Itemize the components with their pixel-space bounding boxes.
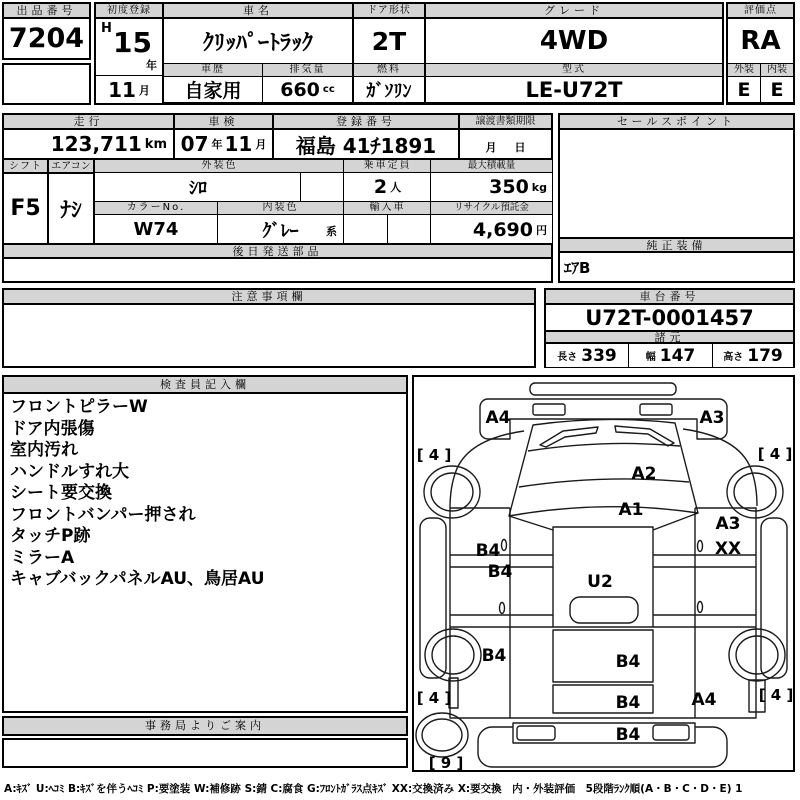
grade-label: グレード xyxy=(426,4,722,19)
max-load-cell xyxy=(430,172,553,202)
damage-left-door-lower: B4 xyxy=(487,562,513,582)
body-outline-shape xyxy=(450,508,756,718)
displacement-unit: cc xyxy=(322,84,335,95)
rear-right-tire-inner xyxy=(736,636,778,674)
damage-rear-right-panel: A4 xyxy=(691,690,717,710)
right-lower-handle xyxy=(698,602,703,613)
spec-grid-box xyxy=(93,158,553,245)
windshield-line-2 xyxy=(519,479,689,487)
damage-bed-center: B4 xyxy=(615,652,641,672)
inspection-month: 11 xyxy=(224,132,253,156)
first-registration-label: 初度登録 xyxy=(96,4,162,19)
registration-number-value: 福島 41ﾁ1891 xyxy=(295,133,437,158)
door-shape-value: 2T xyxy=(371,26,407,56)
tire-mark-front-right: [ 4 ] xyxy=(757,445,793,463)
auction-number-value: 7204 xyxy=(8,23,85,54)
inspector-note: ミラーA xyxy=(10,547,75,568)
mileage-unit: km xyxy=(144,136,167,152)
inspector-box xyxy=(2,375,408,713)
import-car-label: 輸入車 xyxy=(343,201,432,215)
right-headlight-shape xyxy=(640,404,672,415)
door-divider-lines xyxy=(510,508,695,718)
length-cell xyxy=(545,343,629,368)
model-code-value: LE-U72T xyxy=(425,76,723,103)
front-left-tire xyxy=(424,466,480,518)
damage-windshield: A2 xyxy=(631,464,657,484)
mileage-value: 123,711 xyxy=(50,132,142,156)
grade-box xyxy=(424,2,724,105)
first-registration-year: 15 xyxy=(113,26,152,59)
import-car-cell-2 xyxy=(387,214,432,245)
interior-grade: E xyxy=(760,76,794,103)
damage-left-door-upper: B4 xyxy=(475,541,501,561)
later-parts-box xyxy=(2,243,553,283)
oem-equipment-label: 純正装備 xyxy=(560,239,793,253)
height-label: 高さ xyxy=(723,352,744,363)
recycle-fee-unit: 円 xyxy=(536,223,547,237)
damage-cowl: A1 xyxy=(618,500,644,520)
inspector-note: 室内汚れ xyxy=(10,440,78,460)
mileage-cell xyxy=(4,130,173,158)
inspector-note: キャブバックパネルAU、鳥居AU xyxy=(10,569,265,589)
length-value: 339 xyxy=(581,345,617,366)
inspection-year-unit: 年 xyxy=(211,138,223,151)
shift-value: F5 xyxy=(10,196,41,221)
era-letter: H xyxy=(101,21,112,36)
inspection-month-unit: 月 xyxy=(255,138,267,151)
auction-number-empty-box xyxy=(2,63,91,105)
recycle-fee-value: 4,690 xyxy=(472,218,533,241)
chassis-box xyxy=(544,288,795,368)
max-load-label: 最大積載量 xyxy=(430,159,553,173)
fuel-value: ｶﾞｿﾘﾝ xyxy=(353,76,425,103)
inspector-note: シート要交換 xyxy=(10,483,112,503)
capacity-value: 2 xyxy=(373,176,388,198)
exterior-label: 外装 xyxy=(727,63,761,77)
tire-mark-rear-right: [ 4 ] xyxy=(758,686,793,704)
later-parts-label: 後日発送部品 xyxy=(4,245,551,259)
width-cell xyxy=(628,343,713,368)
oem-equipment-value: ｴｱB xyxy=(564,259,591,277)
interior-color-suffix: 系 xyxy=(326,225,337,238)
capacity-unit: 人 xyxy=(390,181,402,194)
width-value: 147 xyxy=(659,345,696,366)
inspection-cell xyxy=(175,130,272,158)
month-unit: 月 xyxy=(138,83,150,97)
front-bumper-shape xyxy=(530,383,676,395)
inspector-note: フロントバンパー押され xyxy=(10,504,196,525)
specs-label: 諸元 xyxy=(546,331,793,344)
inspector-note: ドア内張傷 xyxy=(10,418,95,439)
aircon-value: ﾅｼ xyxy=(60,197,82,222)
first-registration-month-cell xyxy=(96,76,162,103)
inspector-note: ハンドルすれ大 xyxy=(10,461,129,482)
inspector-label: 検査員記入欄 xyxy=(4,377,406,394)
first-registration-box xyxy=(94,2,164,105)
transfer-docs-box xyxy=(458,113,553,160)
shift-label: シフト xyxy=(4,160,47,174)
car-name-box xyxy=(162,2,354,105)
grade-value: 4WD xyxy=(539,26,609,56)
left-fender-shape xyxy=(450,431,524,508)
score-box xyxy=(726,2,795,105)
front-right-tire xyxy=(727,466,783,518)
chassis-number-value: U72T-0001457 xyxy=(546,305,793,331)
exterior-color-value: ｼﾛ xyxy=(94,172,302,202)
inspector-note: タッチP跡 xyxy=(10,526,91,546)
transfer-day-unit: 日 xyxy=(514,141,526,154)
right-door-handle xyxy=(698,541,703,552)
cab-floor-hatch-shape xyxy=(570,597,638,623)
damage-right-door-upper: A3 xyxy=(715,514,741,534)
damage-code-legend: A:ｷｽﾞ U:ﾍｺﾐ B:ｷｽﾞを伴うﾍｺﾐ P:要塗装 W:補修跡 S:錆 C:腐食 G:ﾌﾛﾝﾄｶﾞﾗｽ点ｷｽﾞ XX:交換済み X:要交換 内・外装評価 5段階ﾗﾝｸ順(A・B・C・D・E) 1 xyxy=(4,783,743,795)
oem-equipment-box xyxy=(558,237,795,283)
office-label: 事務局よりご案内 xyxy=(2,716,408,736)
sales-point-label: セールスポイント xyxy=(560,115,793,130)
recycle-fee-label: リサイクル預託金 xyxy=(430,201,553,215)
exterior-color-extra-cell xyxy=(300,172,344,202)
mileage-box xyxy=(2,113,175,160)
auction-number-box xyxy=(2,2,91,60)
model-code-label: 型式 xyxy=(425,63,723,77)
color-no-value: W74 xyxy=(94,214,218,245)
notice-box xyxy=(2,288,536,368)
right-bed-rail-shape xyxy=(761,518,787,678)
color-no-label: カラーNo. xyxy=(94,201,218,215)
mileage-label: 走行 xyxy=(4,115,173,130)
transfer-month-unit: 月 xyxy=(485,141,497,154)
inspection-box xyxy=(173,113,274,160)
damage-bed-tailgate: B4 xyxy=(615,693,641,713)
left-bed-rail-shape xyxy=(420,518,446,678)
history-label: 車歴 xyxy=(163,63,263,77)
damage-rear-bumper: B4 xyxy=(615,725,641,745)
rear-left-tire xyxy=(425,629,481,681)
history-value: 自家用 xyxy=(163,76,263,103)
registration-number-label: 登録番号 xyxy=(274,115,458,130)
office-empty-box xyxy=(2,738,408,768)
inspection-label: 車検 xyxy=(175,115,272,130)
recycle-fee-cell xyxy=(430,214,553,245)
exterior-grade: E xyxy=(727,76,761,103)
rear-left-tire-inner xyxy=(432,636,474,674)
spare-tire-inner xyxy=(422,719,462,751)
damage-right-door-lower: XX xyxy=(714,539,742,559)
damage-cab-floor: U2 xyxy=(587,572,613,592)
windshield-shape xyxy=(509,419,698,516)
damage-rear-left-side: B4 xyxy=(481,646,507,666)
inspection-year: 07 xyxy=(180,132,209,156)
damage-front-right: A3 xyxy=(699,408,725,428)
length-label: 長さ xyxy=(557,352,578,363)
displacement-cell xyxy=(262,76,353,103)
transfer-docs-cell xyxy=(460,130,551,158)
interior-color-label: 内装色 xyxy=(217,201,344,215)
score-label: 評価点 xyxy=(728,4,793,19)
left-lower-handle xyxy=(500,603,505,614)
capacity-label: 乗車定員 xyxy=(343,159,432,173)
fuel-label: 燃料 xyxy=(353,63,425,77)
damage-diagram-box xyxy=(412,375,795,772)
tire-mark-rear-left: [ 4 ] xyxy=(416,689,452,707)
chassis-number-label: 車台番号 xyxy=(546,290,793,305)
front-right-tire-inner xyxy=(734,473,776,511)
car-name-label: 車名 xyxy=(164,4,352,19)
capacity-cell xyxy=(343,172,432,202)
auction-number-label: 出品番号 xyxy=(4,4,89,19)
damage-front-left: A4 xyxy=(485,408,511,428)
first-registration-month: 11 xyxy=(108,77,136,102)
transfer-docs-label: 譲渡書類期限 xyxy=(460,115,551,130)
year-unit: 年 xyxy=(146,59,157,72)
width-label: 幅 xyxy=(645,352,656,363)
aircon-box xyxy=(47,158,95,245)
max-load-unit: kg xyxy=(531,180,547,194)
left-headlight-shape xyxy=(533,404,565,415)
shift-box xyxy=(2,158,49,245)
inspector-notes xyxy=(4,394,406,594)
interior-color-cell xyxy=(217,214,344,245)
interior-color-value: ｸﾞﾚｰ xyxy=(262,220,299,242)
displacement-value: 660 xyxy=(280,78,320,101)
truck-top-view-diagram xyxy=(414,377,793,770)
door-shape-label: ドア形状 xyxy=(354,4,424,19)
sales-point-box xyxy=(558,113,795,239)
rear-right-tire xyxy=(729,629,785,681)
front-left-tire-inner xyxy=(431,473,473,511)
height-cell xyxy=(712,343,794,368)
first-registration-year-cell xyxy=(96,19,162,76)
import-car-cell-1 xyxy=(343,214,388,245)
aircon-label: エアコン xyxy=(49,160,93,174)
door-shape-box xyxy=(352,2,426,105)
score-value: RA xyxy=(740,26,781,56)
height-value: 179 xyxy=(747,345,783,366)
tire-mark-front-left: [ 4 ] xyxy=(416,446,452,464)
exterior-color-label: 外装色 xyxy=(94,159,345,173)
max-load-value: 350 xyxy=(489,176,529,198)
car-name-value: ｸﾘｯﾊﾟｰﾄﾗｯｸ xyxy=(202,30,313,56)
interior-label: 内装 xyxy=(760,63,794,77)
left-door-handle xyxy=(502,540,507,551)
registration-number-box xyxy=(272,113,460,160)
tire-mark-spare: [ 9 ] xyxy=(428,754,464,770)
displacement-label: 排気量 xyxy=(262,63,353,77)
inspector-note: フロントピラーW xyxy=(10,397,148,417)
notice-label: 注意事項欄 xyxy=(4,290,534,305)
